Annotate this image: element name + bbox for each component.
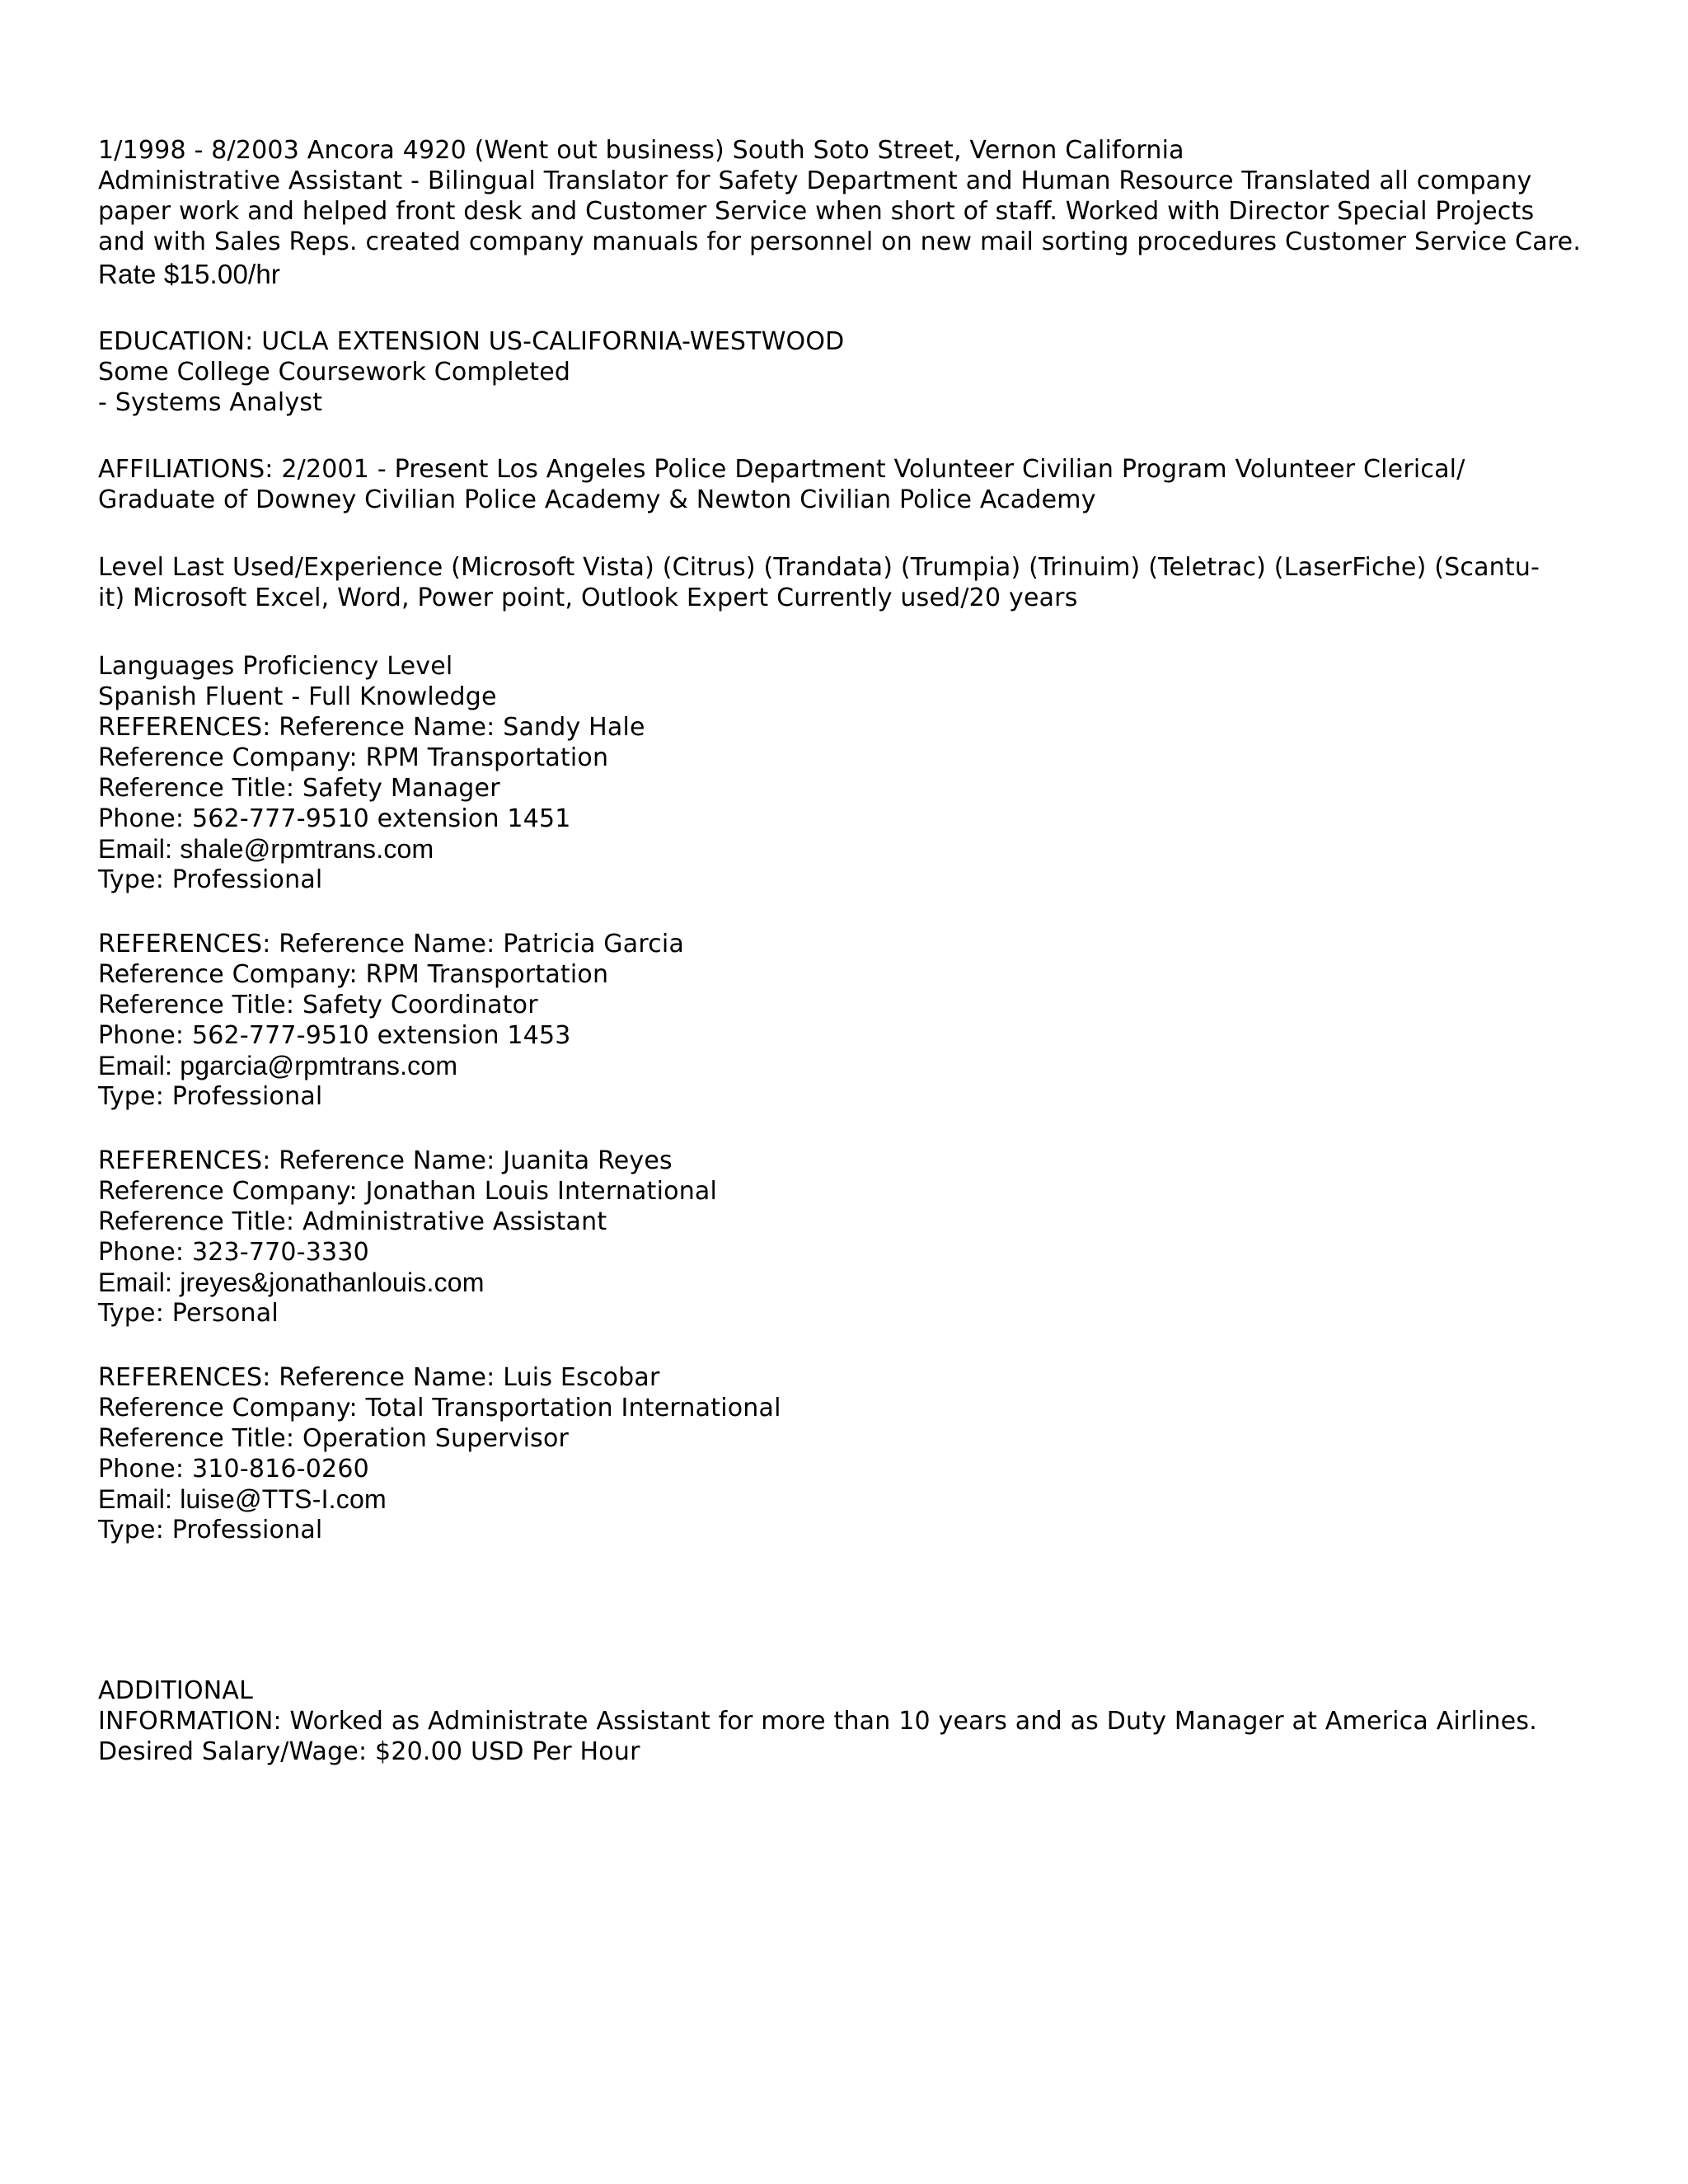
- education-major: - Systems Analyst: [98, 388, 323, 417]
- skills-section: [98, 552, 1598, 613]
- reference-company: Reference Company: RPM Transportation: [98, 743, 609, 772]
- reference-email: Email: shale@rpmtrans.com: [98, 834, 434, 864]
- reference-title: Reference Title: Safety Manager: [98, 774, 500, 803]
- reference-company: Reference Company: Jonathan Louis International: [98, 1177, 718, 1206]
- languages-heading: Languages Proficiency Level: [98, 652, 453, 681]
- skills-line: it) Microsoft Excel, Word, Power point, Outlook Expert Currently used/20 years: [98, 583, 1078, 612]
- reference-title: Reference Title: Operation Supervisor: [98, 1424, 570, 1453]
- reference-phone: Phone: 562-777-9510 extension 1451: [98, 804, 571, 833]
- skills-line: Level Last Used/Experience (Microsoft Vista) (Citrus) (Trandata) (Trumpia) (Trinuim) (Teletrac) (LaserFiche) (Scantu-: [98, 553, 1540, 582]
- reference-phone: Phone: 310-816-0260: [98, 1455, 369, 1483]
- reference-name: REFERENCES: Reference Name: Sandy Hale: [98, 713, 645, 742]
- additional-heading: ADDITIONAL: [98, 1676, 254, 1705]
- reference-name: REFERENCES: Reference Name: Juanita Reyes: [98, 1146, 673, 1175]
- employment-rate: Rate $15.00/hr: [98, 259, 281, 289]
- reference-phone: Phone: 562-777-9510 extension 1453: [98, 1021, 571, 1050]
- additional-section: [98, 1675, 1598, 1767]
- education-heading: EDUCATION: UCLA EXTENSION US-CALIFORNIA-WESTWOOD: [98, 327, 845, 356]
- education-section: [98, 326, 1598, 418]
- reference-email: Email: luise@TTS-I.com: [98, 1484, 387, 1514]
- reference-company: Reference Company: Total Transportation International: [98, 1394, 781, 1422]
- reference-company: Reference Company: RPM Transportation: [98, 960, 609, 989]
- employment-duties-1: paper work and helped front desk and Customer Service when short of staff. Worked with Director Special Projects: [98, 197, 1535, 226]
- reference-type: Type: Professional: [98, 1516, 323, 1544]
- reference-name: REFERENCES: Reference Name: Patricia Garcia: [98, 930, 685, 958]
- reference-phone: Phone: 323-770-3330: [98, 1238, 369, 1267]
- reference-type: Type: Professional: [98, 865, 323, 894]
- employment-role: Administrative Assistant - Bilingual Translator for Safety Department and Human Resource Translated all company: [98, 166, 1532, 195]
- reference-entry: [98, 1362, 1598, 1545]
- reference-entry: [98, 929, 1598, 1112]
- reference-name: REFERENCES: Reference Name: Luis Escobar: [98, 1363, 660, 1392]
- reference-title: Reference Title: Administrative Assistant: [98, 1207, 607, 1236]
- reference-email: Email: jreyes&jonathanlouis.com: [98, 1268, 485, 1297]
- employment-duties-2: and with Sales Reps. created company manuals for personnel on new mail sorting procedures Customer Service Care.: [98, 227, 1582, 256]
- reference-entry: [98, 712, 1598, 895]
- additional-info: INFORMATION: Worked as Administrate Assistant for more than 10 years and as Duty Manager at America Airlines.: [98, 1707, 1537, 1736]
- affiliations-section: [98, 454, 1598, 515]
- employment-section: [98, 135, 1598, 292]
- languages-entry: Spanish Fluent - Full Knowledge: [98, 682, 497, 711]
- desired-salary: Desired Salary/Wage: $20.00 USD Per Hour: [98, 1737, 640, 1766]
- reference-type: Type: Professional: [98, 1082, 323, 1111]
- languages-section: [98, 651, 1598, 712]
- education-detail: Some College Coursework Completed: [98, 358, 571, 387]
- reference-title: Reference Title: Safety Coordinator: [98, 991, 538, 1019]
- reference-entry: [98, 1146, 1598, 1329]
- affiliations-line: AFFILIATIONS: 2/2001 - Present Los Angeles Police Department Volunteer Civilian Program Volunteer Clerical/: [98, 455, 1465, 484]
- reference-email: Email: pgarcia@rpmtrans.com: [98, 1051, 458, 1080]
- employment-dates-company: 1/1998 - 8/2003 Ancora 4920 (Went out business) South Soto Street, Vernon California: [98, 136, 1184, 165]
- reference-type: Type: Personal: [98, 1299, 279, 1328]
- affiliations-line: Graduate of Downey Civilian Police Academy & Newton Civilian Police Academy: [98, 485, 1096, 514]
